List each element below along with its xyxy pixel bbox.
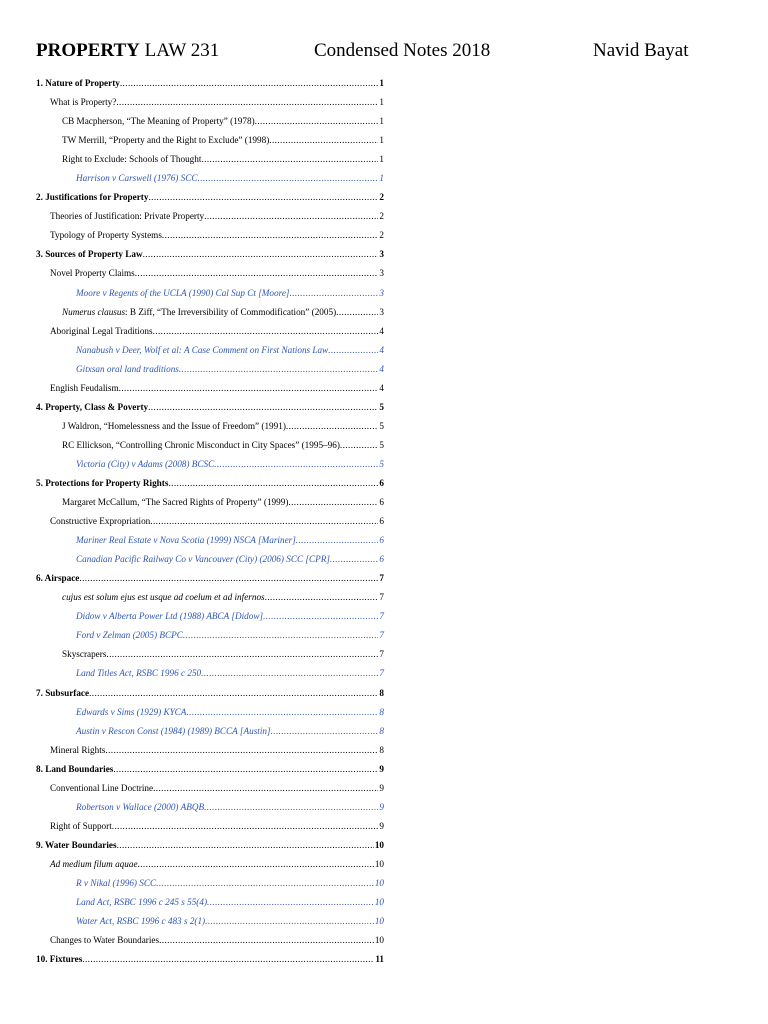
toc-section-heading[interactable] <box>36 74 384 93</box>
toc-page-number: 3 <box>379 249 384 260</box>
toc-page-number: 5 <box>379 401 384 412</box>
toc-case-link[interactable] <box>36 874 384 893</box>
document-title-rest: LAW 231 <box>139 40 220 61</box>
toc-page-number: 2 <box>379 211 384 222</box>
toc-case-link[interactable] <box>36 341 384 360</box>
toc-entry-label: TW Merrill, “Property and the Right to Exclude” (1998) <box>62 135 270 146</box>
toc-leader-dots <box>117 836 374 855</box>
toc-page-number: 10 <box>374 916 384 927</box>
toc-page-number: 7 <box>379 649 384 660</box>
toc-leader-dots <box>156 874 374 893</box>
toc-page-number: 1 <box>379 154 384 165</box>
toc-entry[interactable] <box>36 512 384 531</box>
toc-entry-label: Right of Support <box>50 820 112 831</box>
toc-leader-dots <box>214 455 378 474</box>
toc-entry[interactable] <box>36 131 384 150</box>
toc-leader-dots <box>183 626 379 645</box>
toc-leader-dots <box>112 817 379 836</box>
toc-entry[interactable] <box>36 645 384 664</box>
toc-leader-dots <box>198 169 379 188</box>
toc-case-link[interactable] <box>36 360 384 379</box>
toc-page-number: 3 <box>379 287 384 298</box>
document-subtitle: Condensed Notes 2018 <box>314 40 491 61</box>
toc-entry-label: Mineral Rights <box>50 744 106 755</box>
toc-leader-dots <box>153 322 379 341</box>
toc-page-number: 6 <box>379 554 384 565</box>
toc-entry-label: Ford v Zelman (2005) BCPC <box>76 630 183 641</box>
toc-leader-dots <box>204 207 378 226</box>
toc-entry-label: Land Act, RSBC 1996 c 245 s 55(4) <box>76 897 207 908</box>
toc-entry-label: Aboriginal Legal Traditions <box>50 325 153 336</box>
toc-leader-dots <box>138 855 374 874</box>
toc-entry-label: 9. Water Boundaries <box>36 839 117 850</box>
toc-leader-dots <box>269 131 378 150</box>
toc-page-number: 10 <box>374 839 384 850</box>
page-header <box>36 40 736 68</box>
toc-leader-dots <box>201 664 378 683</box>
toc-entry-label: Land Titles Act, RSBC 1996 c 250 <box>76 668 202 679</box>
toc-page-number: 5 <box>379 439 384 450</box>
toc-entry[interactable] <box>36 741 384 760</box>
toc-leader-dots <box>153 779 378 798</box>
toc-leader-dots <box>290 284 379 303</box>
toc-entry[interactable] <box>36 112 384 131</box>
toc-entry[interactable] <box>36 303 384 322</box>
toc-leader-dots <box>106 645 378 664</box>
toc-page-number: 6 <box>379 497 384 508</box>
toc-leader-dots <box>105 741 378 760</box>
toc-page-number: 7 <box>379 630 384 641</box>
toc-leader-dots <box>286 417 379 436</box>
toc-entry-label: 7. Subsurface <box>36 687 90 698</box>
toc-leader-dots <box>205 912 374 931</box>
toc-page-number: 9 <box>379 820 384 831</box>
toc-entry-label: Constructive Expropriation <box>50 516 151 527</box>
toc-page-number: 5 <box>379 420 384 431</box>
toc-leader-dots <box>143 245 379 264</box>
toc-page-number: 9 <box>379 801 384 812</box>
toc-page-number: 5 <box>379 458 384 469</box>
toc-entry[interactable] <box>36 207 384 226</box>
toc-leader-dots <box>162 226 379 245</box>
toc-leader-dots <box>265 588 379 607</box>
toc-leader-dots <box>135 264 379 283</box>
toc-section-heading[interactable] <box>36 760 384 779</box>
toc-page-number: 6 <box>379 478 384 488</box>
toc-entry-label: 6. Airspace <box>36 573 80 584</box>
toc-entry-label: Theories of Justification: Private Property <box>50 211 205 222</box>
toc-leader-dots <box>150 512 378 531</box>
toc-section-heading[interactable] <box>36 245 384 264</box>
toc-entry-label: CB Macpherson, “The Meaning of Property” (1978) <box>62 116 255 127</box>
toc-entry-label: Changes to Water Boundaries <box>50 935 160 946</box>
toc-page-number: 10 <box>374 858 384 869</box>
toc-page-number: 10 <box>374 935 384 946</box>
toc-page-number: 7 <box>379 611 384 622</box>
toc-entry-label: 1. Nature of Property <box>36 78 120 89</box>
toc-entry-label: J Waldron, “Homelessness and the Issue of Freedom” (1991) <box>62 420 286 431</box>
toc-section-heading[interactable] <box>36 569 384 588</box>
toc-leader-dots <box>207 893 374 912</box>
toc-entry-label: Conventional Line Doctrine <box>50 782 154 793</box>
toc-entry[interactable] <box>36 436 384 455</box>
toc-entry-label: Gitxsan oral land traditions <box>76 363 179 374</box>
toc-leader-dots <box>271 722 379 741</box>
toc-leader-dots <box>201 150 378 169</box>
toc-entry-label: 8. Land Boundaries <box>36 763 114 774</box>
toc-entry[interactable] <box>36 226 384 245</box>
toc-entry-label: English Feudalism <box>50 382 119 393</box>
toc-entry-label: Novel Property Claims <box>50 268 135 279</box>
toc-page-number: 7 <box>379 592 384 603</box>
toc-page-number: 10 <box>374 897 384 908</box>
toc-page-number: 1 <box>379 135 384 146</box>
toc-leader-dots <box>79 569 378 588</box>
toc-entry-label: Robertson v Wallace (2000) ABQB <box>76 801 205 812</box>
toc-page-number: 4 <box>379 363 384 374</box>
toc-case-link[interactable] <box>36 284 384 303</box>
toc-case-link[interactable] <box>36 607 384 626</box>
toc-case-link[interactable] <box>36 798 384 817</box>
toc-entry[interactable] <box>36 855 384 874</box>
toc-entry[interactable] <box>36 779 384 798</box>
toc-case-link[interactable] <box>36 550 384 569</box>
toc-section-heading[interactable] <box>36 950 384 969</box>
toc-leader-dots <box>340 436 379 455</box>
toc-entry-italic-prefix: Numerus clausus <box>62 306 126 317</box>
toc-case-link[interactable] <box>36 912 384 931</box>
toc-entry[interactable] <box>36 931 384 950</box>
toc-entry-label: Right to Exclude: Schools of Thought <box>62 154 202 165</box>
toc-page-number: 10 <box>374 877 384 888</box>
toc-page-number: 1 <box>379 173 384 184</box>
toc-page-number: 6 <box>379 535 384 546</box>
toc-case-link[interactable] <box>36 722 384 741</box>
toc-section-heading[interactable] <box>36 398 384 417</box>
toc-section-heading[interactable] <box>36 474 384 493</box>
toc-case-link[interactable] <box>36 626 384 645</box>
toc-leader-dots <box>328 341 378 360</box>
toc-entry-label: Water Act, RSBC 1996 c 483 s 2(1) <box>76 916 206 927</box>
toc-entry[interactable] <box>36 417 384 436</box>
toc-entry[interactable] <box>36 493 384 512</box>
toc-entry-label: Edwards v Sims (1929) KYCA <box>76 706 187 717</box>
toc-page-number: 4 <box>379 325 384 336</box>
toc-leader-dots <box>288 493 378 512</box>
toc-entry[interactable] <box>36 379 384 398</box>
toc-leader-dots <box>159 931 374 950</box>
toc-leader-dots <box>296 531 379 550</box>
toc-page-number: 2 <box>379 192 384 203</box>
toc-entry-label: Nanabush v Deer, Wolf et al: A Case Comment on First Nations Law <box>76 344 329 355</box>
toc-entry[interactable] <box>36 264 384 283</box>
toc-entry[interactable] <box>36 150 384 169</box>
toc-page-number: 7 <box>379 573 384 584</box>
toc-entry-label: Moore v Regents of the UCLA (1990) Cal Sup Ct [Moore] <box>76 287 290 298</box>
toc-leader-dots <box>148 398 378 417</box>
toc-leader-dots <box>168 474 378 493</box>
toc-leader-dots <box>255 112 379 131</box>
toc-leader-dots <box>113 760 378 779</box>
toc-leader-dots <box>336 303 378 322</box>
toc-leader-dots <box>116 93 378 112</box>
toc-section-heading[interactable] <box>36 684 384 703</box>
toc-entry-label: Margaret McCallum, “The Sacred Rights of Property” (1999) <box>62 497 289 508</box>
toc-entry-label: R v Nikal (1996) SCC <box>76 877 157 888</box>
toc-entry[interactable] <box>36 322 384 341</box>
toc-page-number: 6 <box>379 516 384 527</box>
toc-page-number: 3 <box>379 268 384 279</box>
document-title <box>36 40 219 62</box>
toc-entry-label: Austin v Rescon Const (1984) (1989) BCCA [Austin] <box>76 725 271 736</box>
toc-entry-label: Numerus clausus: B Ziff, “The Irreversibility of Commodification” (2005) <box>62 306 337 317</box>
toc-entry-label: 4. Property, Class & Poverty <box>36 401 149 412</box>
toc-case-link[interactable] <box>36 455 384 474</box>
toc-case-link[interactable] <box>36 893 384 912</box>
toc-entry-label: Skyscrapers <box>62 649 107 660</box>
toc-entry-label: Canadian Pacific Railway Co v Vancouver (City) (2006) SCC [CPR] <box>76 554 330 565</box>
toc-leader-dots <box>179 360 379 379</box>
toc-page-number: 8 <box>379 706 384 717</box>
toc-case-link[interactable] <box>36 703 384 722</box>
toc-leader-dots <box>120 74 379 93</box>
toc-case-link[interactable] <box>36 531 384 550</box>
toc-case-link[interactable] <box>36 664 384 683</box>
toc-page-number: 8 <box>379 687 384 698</box>
toc-entry-label: 5. Protections for Property Rights <box>36 478 169 488</box>
toc-leader-dots <box>119 379 379 398</box>
toc-entry-label: Victoria (City) v Adams (2008) BCSC <box>76 458 215 469</box>
toc-page-number: 3 <box>379 306 384 317</box>
toc-page-number: 1 <box>379 116 384 127</box>
toc-page-number: 8 <box>379 744 384 755</box>
toc-page-number: 9 <box>379 763 384 774</box>
toc-entry-label: Ad medium filum aquae <box>50 858 138 869</box>
toc-page-number: 1 <box>379 97 384 108</box>
toc-entry-label: 3. Sources of Property Law <box>36 249 143 260</box>
toc-page-number: 4 <box>379 382 384 393</box>
toc-entry-label: RC Ellickson, “Controlling Chronic Misconduct in City Spaces” (1995–96) <box>62 439 340 450</box>
toc-entry[interactable] <box>36 588 384 607</box>
toc-leader-dots <box>148 188 378 207</box>
toc-leader-dots <box>263 607 378 626</box>
author-name: Navid Bayat <box>593 40 689 61</box>
toc-page-number: 1 <box>379 78 384 89</box>
toc-entry-label: 2. Justifications for Property <box>36 192 149 203</box>
toc-case-link[interactable] <box>36 169 384 188</box>
toc-entry-label: Harrison v Carswell (1976) SCC <box>76 173 198 184</box>
toc-entry-label: cujus est solum ejus est usque ad coelum et ad infernos <box>62 592 265 603</box>
toc-leader-dots <box>330 550 379 569</box>
toc-leader-dots <box>82 950 374 969</box>
toc-page-number: 8 <box>379 725 384 736</box>
toc-entry[interactable] <box>36 817 384 836</box>
toc-page-number: 4 <box>379 344 384 355</box>
toc-leader-dots <box>204 798 378 817</box>
toc-page-number: 7 <box>379 668 384 679</box>
toc-entry-label: 10. Fixtures <box>36 954 83 965</box>
toc-entry-label: Mariner Real Estate v Nova Scotia (1999) NSCA [Mariner] <box>76 535 296 546</box>
toc-section-heading[interactable] <box>36 836 384 855</box>
toc-leader-dots <box>186 703 378 722</box>
toc-entry[interactable] <box>36 93 384 112</box>
table-of-contents <box>36 74 384 969</box>
toc-entry-label: Typology of Property Systems <box>50 230 162 241</box>
toc-section-heading[interactable] <box>36 188 384 207</box>
toc-page-number: 11 <box>375 954 384 965</box>
toc-leader-dots <box>89 684 378 703</box>
toc-entry-label: What is Property? <box>50 97 117 108</box>
document-title-bold: PROPERTY <box>36 40 140 61</box>
toc-page-number: 9 <box>379 782 384 793</box>
toc-entry-label: Didow v Alberta Power Ltd (1988) ABCA [Didow] <box>76 611 264 622</box>
toc-page-number: 2 <box>379 230 384 241</box>
